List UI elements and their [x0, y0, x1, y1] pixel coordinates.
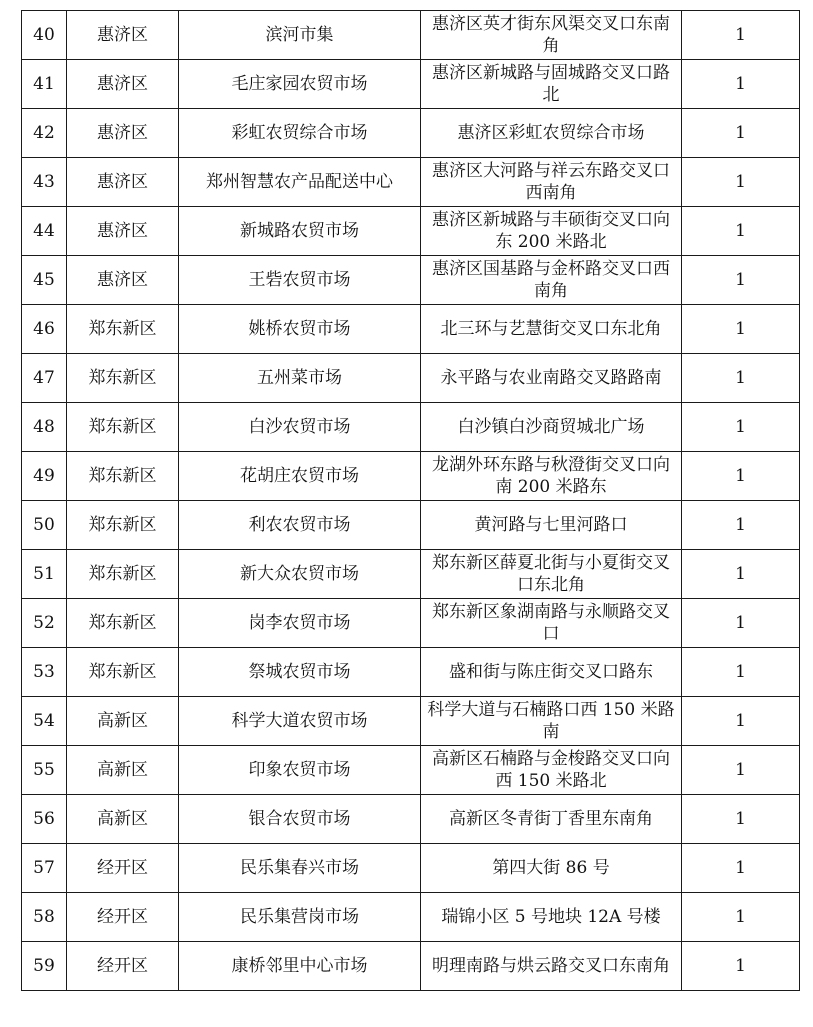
row-district: 惠济区: [67, 11, 179, 60]
row-address: 北三环与艺慧街交叉口东北角: [421, 305, 682, 354]
row-district: 经开区: [67, 893, 179, 942]
row-number: 48: [22, 403, 67, 452]
row-district: 惠济区: [67, 256, 179, 305]
row-count: 1: [682, 746, 800, 795]
row-count: 1: [682, 795, 800, 844]
row-number: 45: [22, 256, 67, 305]
row-number: 54: [22, 697, 67, 746]
row-count: 1: [682, 11, 800, 60]
row-count: 1: [682, 207, 800, 256]
row-address: 龙湖外环东路与秋澄街交叉口向南 200 米路东: [421, 452, 682, 501]
table-row: [22, 11, 800, 60]
row-address: 明理南路与烘云路交叉口东南角: [421, 942, 682, 991]
row-number: 59: [22, 942, 67, 991]
table-row: [22, 942, 800, 991]
row-number: 57: [22, 844, 67, 893]
row-market-name: 新城路农贸市场: [179, 207, 421, 256]
row-count: 1: [682, 942, 800, 991]
row-district: 高新区: [67, 746, 179, 795]
row-address: 惠济区彩虹农贸综合市场: [421, 109, 682, 158]
row-district: 郑东新区: [67, 599, 179, 648]
table-row: [22, 354, 800, 403]
table-row: [22, 501, 800, 550]
row-market-name: 康桥邻里中心市场: [179, 942, 421, 991]
table-row: [22, 697, 800, 746]
row-market-name: 毛庄家园农贸市场: [179, 60, 421, 109]
row-address: 白沙镇白沙商贸城北广场: [421, 403, 682, 452]
row-count: 1: [682, 256, 800, 305]
table-row: [22, 648, 800, 697]
row-count: 1: [682, 599, 800, 648]
row-district: 郑东新区: [67, 501, 179, 550]
row-count: 1: [682, 305, 800, 354]
row-number: 46: [22, 305, 67, 354]
row-market-name: 科学大道农贸市场: [179, 697, 421, 746]
row-district: 惠济区: [67, 60, 179, 109]
row-district: 郑东新区: [67, 452, 179, 501]
table-row: [22, 403, 800, 452]
row-market-name: 印象农贸市场: [179, 746, 421, 795]
row-count: 1: [682, 501, 800, 550]
row-district: 惠济区: [67, 109, 179, 158]
row-district: 惠济区: [67, 158, 179, 207]
row-district: 郑东新区: [67, 403, 179, 452]
row-number: 52: [22, 599, 67, 648]
row-count: 1: [682, 60, 800, 109]
row-district: 高新区: [67, 795, 179, 844]
row-market-name: 姚桥农贸市场: [179, 305, 421, 354]
row-number: 56: [22, 795, 67, 844]
table-row: [22, 207, 800, 256]
row-market-name: 新大众农贸市场: [179, 550, 421, 599]
row-number: 55: [22, 746, 67, 795]
row-address: 郑东新区象湖南路与永顺路交叉口: [421, 599, 682, 648]
row-market-name: 民乐集春兴市场: [179, 844, 421, 893]
row-market-name: 白沙农贸市场: [179, 403, 421, 452]
row-address: 郑东新区薛夏北街与小夏街交叉口东北角: [421, 550, 682, 599]
table-row: [22, 109, 800, 158]
row-number: 51: [22, 550, 67, 599]
row-district: 经开区: [67, 942, 179, 991]
row-district: 经开区: [67, 844, 179, 893]
row-address: 瑞锦小区 5 号地块 12A 号楼: [421, 893, 682, 942]
row-number: 44: [22, 207, 67, 256]
row-market-name: 花胡庄农贸市场: [179, 452, 421, 501]
row-count: 1: [682, 550, 800, 599]
row-count: 1: [682, 158, 800, 207]
row-count: 1: [682, 403, 800, 452]
row-address: 第四大街 86 号: [421, 844, 682, 893]
row-count: 1: [682, 844, 800, 893]
row-address: 惠济区新城路与丰硕街交叉口向东 200 米路北: [421, 207, 682, 256]
row-market-name: 祭城农贸市场: [179, 648, 421, 697]
row-district: 郑东新区: [67, 648, 179, 697]
row-address: 惠济区新城路与固城路交叉口路北: [421, 60, 682, 109]
row-district: 郑东新区: [67, 550, 179, 599]
table-row: [22, 452, 800, 501]
row-count: 1: [682, 452, 800, 501]
row-market-name: 彩虹农贸综合市场: [179, 109, 421, 158]
table-row: [22, 60, 800, 109]
table-row: [22, 795, 800, 844]
row-address: 盛和街与陈庄街交叉口路东: [421, 648, 682, 697]
row-number: 50: [22, 501, 67, 550]
row-address: 高新区冬青街丁香里东南角: [421, 795, 682, 844]
row-address: 科学大道与石楠路口西 150 米路南: [421, 697, 682, 746]
table-row: [22, 550, 800, 599]
row-address: 惠济区英才街东风渠交叉口东南角: [421, 11, 682, 60]
row-count: 1: [682, 697, 800, 746]
row-market-name: 滨河市集: [179, 11, 421, 60]
table-row: [22, 746, 800, 795]
row-address: 惠济区大河路与祥云东路交叉口西南角: [421, 158, 682, 207]
row-number: 41: [22, 60, 67, 109]
row-count: 1: [682, 648, 800, 697]
row-address: 黄河路与七里河路口: [421, 501, 682, 550]
row-number: 58: [22, 893, 67, 942]
row-number: 42: [22, 109, 67, 158]
market-table-body: [22, 11, 800, 991]
row-number: 47: [22, 354, 67, 403]
row-address: 惠济区国基路与金杯路交叉口西南角: [421, 256, 682, 305]
row-district: 惠济区: [67, 207, 179, 256]
row-market-name: 民乐集营岗市场: [179, 893, 421, 942]
row-market-name: 王砦农贸市场: [179, 256, 421, 305]
row-market-name: 郑州智慧农产品配送中心: [179, 158, 421, 207]
table-row: [22, 893, 800, 942]
row-address: 永平路与农业南路交叉路路南: [421, 354, 682, 403]
table-row: [22, 158, 800, 207]
row-market-name: 五州菜市场: [179, 354, 421, 403]
row-count: 1: [682, 109, 800, 158]
row-market-name: 利农农贸市场: [179, 501, 421, 550]
row-market-name: 银合农贸市场: [179, 795, 421, 844]
row-number: 43: [22, 158, 67, 207]
table-row: [22, 256, 800, 305]
row-number: 40: [22, 11, 67, 60]
row-district: 高新区: [67, 697, 179, 746]
row-district: 郑东新区: [67, 354, 179, 403]
row-district: 郑东新区: [67, 305, 179, 354]
table-row: [22, 844, 800, 893]
table-row: [22, 599, 800, 648]
row-count: 1: [682, 354, 800, 403]
row-count: 1: [682, 893, 800, 942]
row-market-name: 岗李农贸市场: [179, 599, 421, 648]
row-number: 53: [22, 648, 67, 697]
row-number: 49: [22, 452, 67, 501]
market-table: [21, 10, 800, 991]
table-row: [22, 305, 800, 354]
row-address: 高新区石楠路与金梭路交叉口向西 150 米路北: [421, 746, 682, 795]
